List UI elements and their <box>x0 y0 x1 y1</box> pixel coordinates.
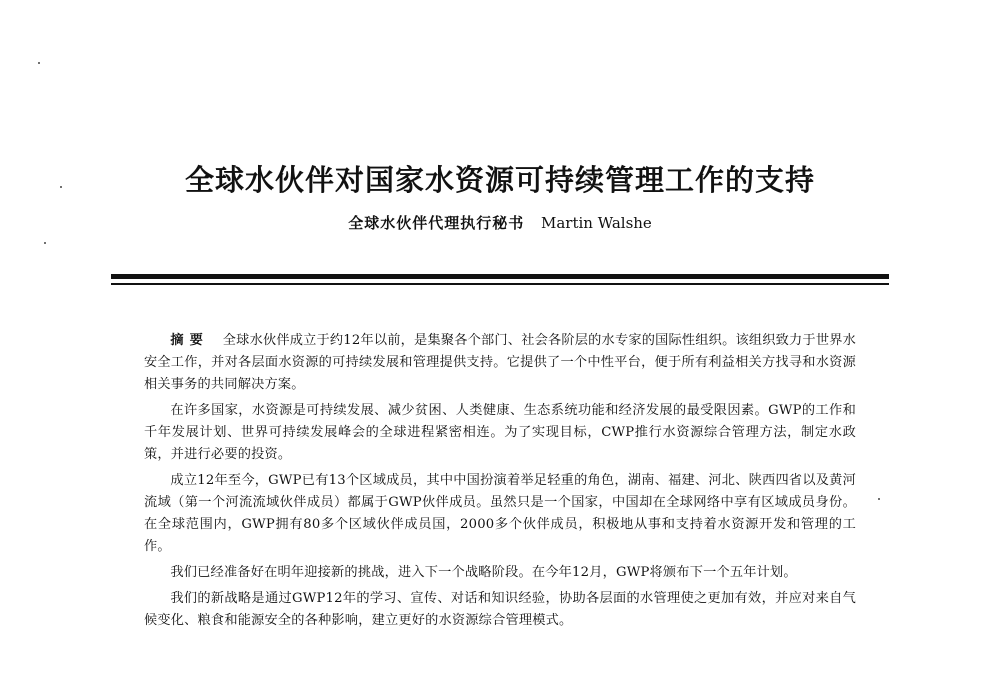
scan-speck <box>878 498 880 500</box>
author-role: 全球水伙伴代理执行秘书 <box>348 214 525 232</box>
abstract-label: 摘要 <box>170 333 209 348</box>
scan-speck <box>38 62 40 64</box>
author-name: Martin Walshe <box>540 214 652 232</box>
body-paragraph: 成立12年至今，GWP已有13个区域成员，其中中国扮演着举足轻重的角色，湖南、福建、河北、陕西四省以及黄河流域（第一个河流流域伙伴成员）都属于GWP伙伴成员。虽然只是一个国家，中国却在全球网络中享有区域成员身份。在全球范围内，GWP拥有80多个区域伙伴成员国，2000多个伙伴成员，积极地从事和支持着水资源开发和管理的工作。 <box>144 473 856 554</box>
author-byline <box>0 212 1000 233</box>
abstract-paragraph <box>144 330 856 396</box>
paragraph-text: 全球水伙伴成立于约12年以前，是集聚各个部门、社会各阶层的水专家的国际性组织。该组织致力于世界水安全工作，并对各层面水资源的可持续发展和管理提供支持。它提供了一个中性平台，便于所有利益相关方找寻和水资源相关事务的共同解决方案。 <box>144 333 856 392</box>
article-title: 全球水伙伴对国家水资源可持续管理工作的支持 <box>184 163 815 197</box>
body-paragraph: 在许多国家，水资源是可持续发展、减少贫困、人类健康、生态系统功能和经济发展的最受限因素。GWP的工作和千年发展计划、世界可持续发展峰会的全球进程紧密相连。为了实现目标，CWP推行水资源综合管理方法，制定水政策，并进行必要的投资。 <box>144 403 856 462</box>
body-paragraph: 我们已经准备好在明年迎接新的挑战，进入下一个战略阶段。在今年12月，GWP将颁布下一个五年计划。 <box>170 565 797 580</box>
header-rule-thick <box>111 274 889 279</box>
article-body <box>144 330 856 636</box>
header-rule-thin <box>111 283 889 285</box>
scan-speck <box>44 242 46 244</box>
body-paragraph: 我们的新战略是通过GWP12年的学习、宣传、对话和知识经验，协助各层面的水管理使之更加有效，并应对来自气候变化、粮食和能源安全的各种影响，建立更好的水资源综合管理模式。 <box>144 591 856 628</box>
